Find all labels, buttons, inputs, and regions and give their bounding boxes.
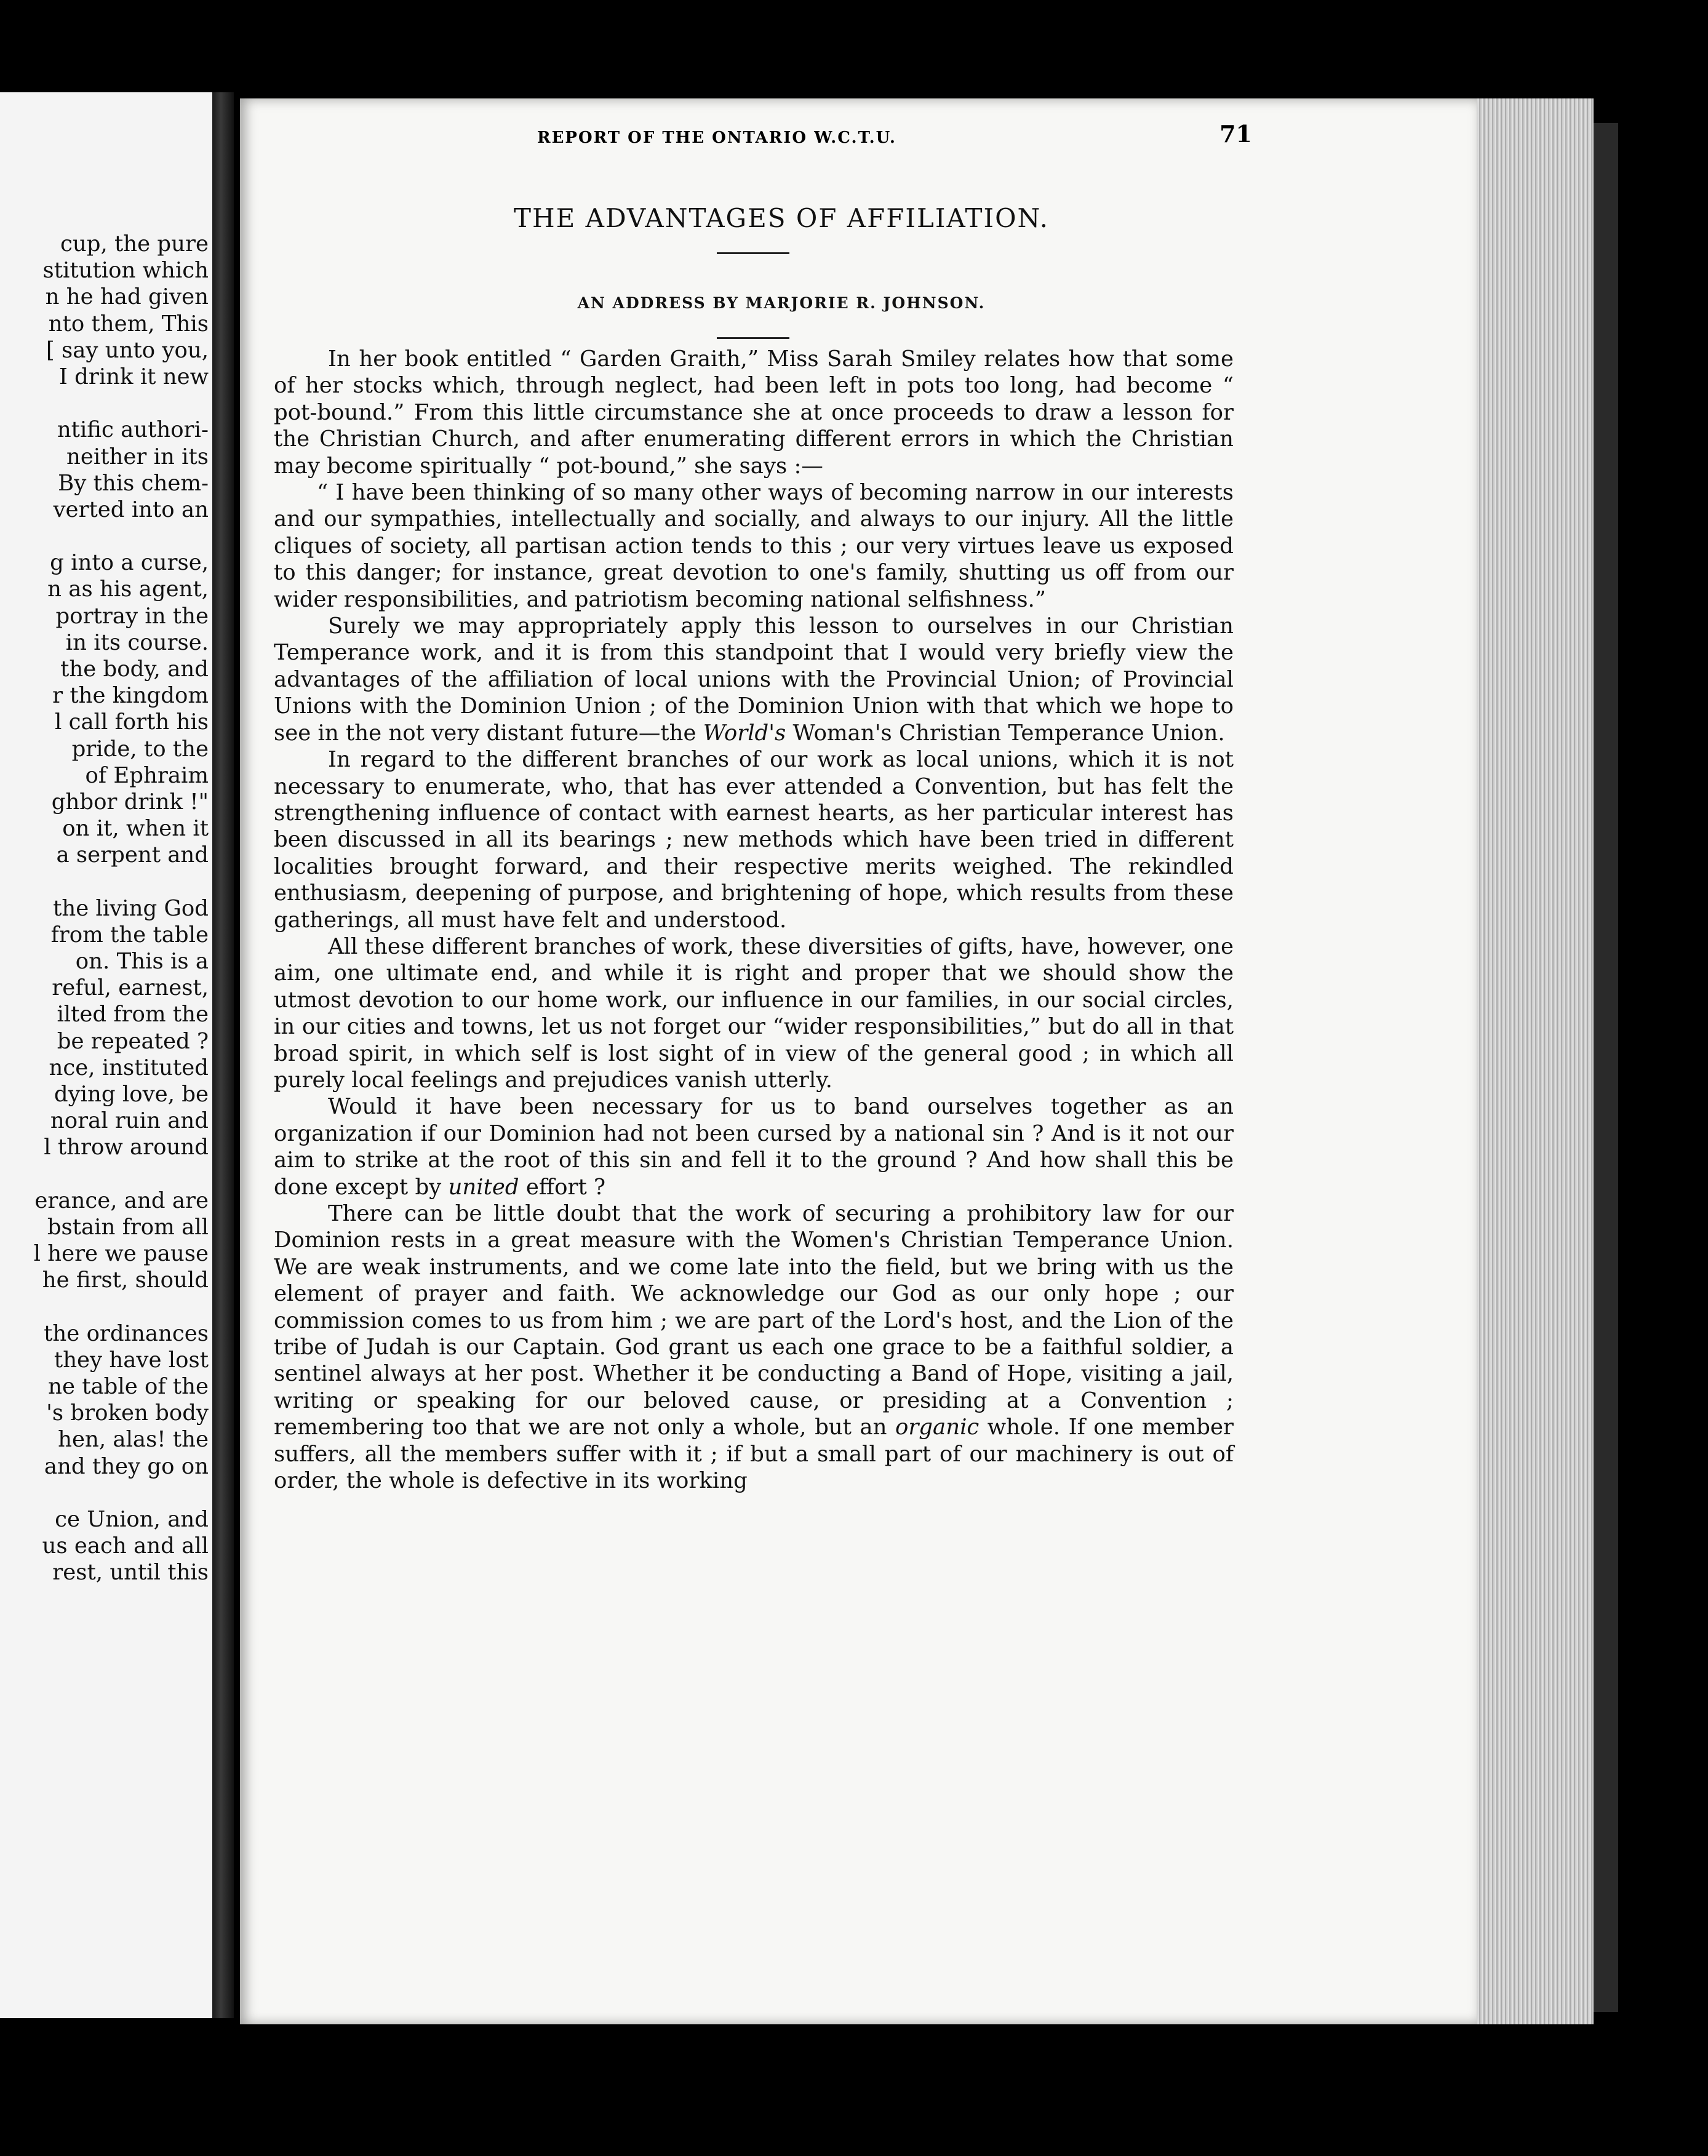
left-page-line: a serpent and [56,842,209,868]
left-page-line: ntific authori- [57,417,209,443]
left-page-line: in its course. [65,629,209,655]
paragraph: Would it have been necessary for us to band ourselves together as an organization if our Dominion had not been cursed by a national sin ? And is it not our aim to strike at the root of this sin and fell it to the ground ? And how shall this be done except by united effort ? [274,1094,1234,1200]
paragraph: There can be little doubt that the work of securing a prohibitory law for our Dominion rests in a great measure with the Women's Christian Temperance Union. We are weak instruments, and we come late into the field, but we bring with us the element of prayer and faith. We acknowledge our God as our only hope ; our commission comes to us from him ; we are part of the Lord's host, and the Lion of the tribe of Judah is our Captain. God grant us each one grace to be a faithful soldier, a sentinel always at her post. Whether it be conducting a Band of Hope, visiting a jail, writing or speaking for our beloved cause, or presiding at a Convention ; remembering too that we are not only a whole, but an organic whole. If one member suffers, all the members suffer with it ; if but a small part of our machinery is out of order, the whole is defective in its working [274,1201,1234,1494]
left-page-line: erance, and are [34,1188,209,1213]
paragraph: Surely we may appropriately apply this lesson to ourselves in our Christian Temperance work, and it is from this standpoint that I would very briefly view the advantages of the affiliation of local unions with the Provincial Union; of Provincial Unions with the Dominion Union ; of the Dominion Union with that which we hope to see in the not very distant future—the World's Woman's Christian Temperance Union. [274,613,1234,746]
left-page-line: reful, earnest, [52,975,209,1001]
left-page-line: l here we pause [33,1241,209,1267]
left-page-line: dying love, be [54,1082,209,1107]
left-page-line: portray in the [55,603,209,629]
left-page-line: stitution which [42,258,209,284]
left-page-line: and they go on [44,1453,209,1479]
byline-divider [717,337,789,339]
left-page-line: rest, until this [52,1560,209,1586]
left-page-line: be repeated ? [57,1028,209,1054]
left-page-line: the body, and [60,657,209,682]
left-page-line: neither in its [66,444,209,469]
left-page-text [0,231,209,1586]
left-page-line: the ordinances [44,1320,209,1346]
left-page-line: r the kingdom [52,683,209,709]
left-page-line: n he had given [45,284,209,310]
running-title: REPORT OF THE ONTARIO W.C.T.U. [537,129,896,147]
left-page-line: By this chem- [58,470,209,496]
left-page-line: ilted from the [57,1002,209,1028]
left-page-line: verted into an [53,497,209,522]
left-page-line [0,390,209,417]
left-page-line: ghbor drink !" [51,789,209,815]
left-page-line: n as his agent, [47,577,209,602]
left-page-line: cup, the pure [60,231,209,257]
left-page-line: l call forth his [54,709,209,735]
left-page-line [0,1161,209,1188]
left-facing-page [0,92,212,2018]
left-page-line [0,1480,209,1506]
left-page-line: hen, alas! the [58,1427,209,1453]
left-page-line: I drink it new [58,364,209,389]
article-title: THE ADVANTAGES OF AFFILIATION. [514,203,1049,233]
quoted-paragraph: “ I have been thinking of so many other ways of becoming narrow in our interests and our sympathies, intellectually and socially, and always to our injury. All the little cliques of society, all partisan action tends to this ; our very virtues leave us exposed to this danger; for instance, great devotion to one's family, shutting us off from our wider responsibilities, and patriotism becoming national selfishness.” [274,480,1234,612]
page-number: 71 [1219,120,1252,148]
left-page-line: nto them, This [48,311,209,337]
left-page-line: us each and all [42,1533,209,1559]
page-edges [1477,98,1594,2024]
page-header [317,120,1252,154]
left-page-line [0,523,209,549]
left-page-line [0,869,209,895]
article-body [274,346,1234,1494]
left-page-line: from the table [50,922,209,948]
left-page-line: [ say unto you, [46,337,209,363]
left-page-line: noral ruin and [50,1108,209,1134]
left-page-line: of Ephraim [85,762,209,788]
left-page-line: on it, when it [62,816,209,842]
left-page-line: they have lost [54,1347,209,1373]
paragraph: All these different branches of work, these diversities of gifts, have, however, one aim, one ultimate end, and while it is right and proper that we should show the utmost devotion to our home work, our influence in our families, in our social circles, in our cities and towns, let us not forget our “wider responsibilities,” but do all in that broad spirit, in which self is lost sight of in view of the general good ; in which all purely local feelings and prejudices vanish utterly. [274,933,1234,1093]
left-page-line: l throw around [44,1135,209,1160]
paragraph: In regard to the different branches of our work as local unions, which it is not necessary to enumerate, who, that has ever attended a Convention, but has felt the strengthening influence of contact with earnest hearts, as her particular interest has been discussed in all its bearings ; new methods which have been tried in different localities brought forward, and their respective merits weighed. The rekindled enthusiasm, deepening of purpose, and brightening of hope, which results from these gatherings, all must have felt and understood. [274,747,1234,933]
left-page-line: ne table of the [48,1374,209,1400]
left-page-line [0,1294,209,1320]
title-divider [717,252,789,254]
left-page-line: he first, should [42,1268,209,1293]
left-page-line: 's broken body [46,1400,209,1426]
left-page-line: ce Union, and [55,1507,209,1532]
left-page-line: nce, instituted [49,1055,209,1080]
left-page-line: bstain from all [47,1214,209,1240]
left-page-line: the living God [53,895,209,921]
book-gutter [212,92,234,2018]
left-page-line: pride, to the [71,736,209,762]
left-page-line: on. This is a [75,949,209,975]
article-byline: AN ADDRESS BY MARJORIE R. JOHNSON. [577,294,986,312]
paragraph: In her book entitled “ Garden Graith,” Miss Sarah Smiley relates how that some of her stocks which, through neglect, had been left in pots too long, had become “ pot-bound.” From this little circumstance she at once proceeds to draw a lesson for the Christian Church, and after enumerating different errors in which the Christian may become spiritually “ pot-bound,” she says :— [274,346,1234,479]
left-page-line: g into a curse, [50,550,209,576]
book-cover-edge [1594,123,1618,2012]
